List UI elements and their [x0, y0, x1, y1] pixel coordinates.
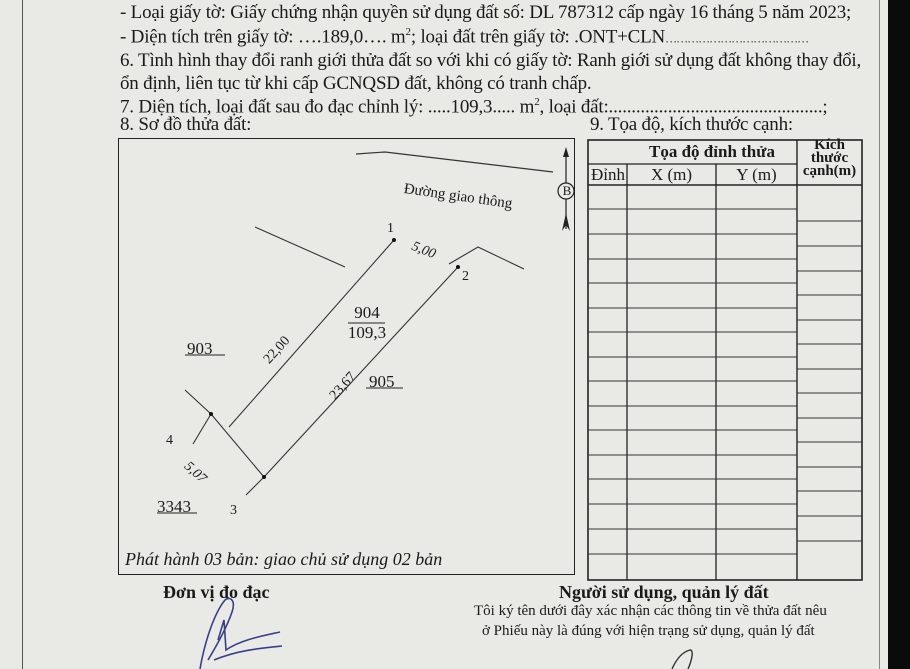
owner-confirmation-line1: Tôi ký tên dưới đây xác nhận các thông tin về thửa đất nêu — [474, 603, 827, 619]
north-label: B — [562, 183, 572, 198]
item7-area-suffix: ..... m — [492, 96, 535, 118]
header-edge-line1: Kích — [814, 137, 845, 153]
area-on-paper-line — [120, 26, 808, 48]
surveyor-signature-icon — [200, 599, 282, 669]
coordinate-table-grid — [587, 139, 867, 584]
header-edge-line2: thước — [810, 150, 849, 166]
road-label: Đường giao thông — [402, 181, 514, 213]
page-edge-line — [879, 0, 880, 669]
page-fold-line — [22, 0, 23, 669]
item7-land-type: , loại đất:...............................................; — [539, 96, 828, 118]
header-edge-length — [797, 139, 862, 178]
land-type-on-paper-value: ONT+CLN — [578, 26, 666, 48]
edge-length-3-4: 5,07 — [180, 459, 210, 487]
item7-area-value: 109,3 — [450, 96, 493, 118]
vertex-label-4: 4 — [166, 433, 173, 448]
parcel-sketch-frame — [118, 138, 575, 575]
owner-title: Người sử dụng, quản lý đất — [559, 582, 769, 602]
paper-type-line: - Loại giấy tờ: Giấy chứng nhận quyền sử dụng đất số: DL 787312 cấp ngày 16 tháng 5 năm 2023; — [120, 2, 852, 23]
column-header-y: Y (m) — [736, 165, 777, 184]
item9-label: 9. Tọa độ, kích thước cạnh: — [590, 114, 793, 135]
header-edge-line3: cạnh(m) — [802, 163, 857, 179]
land-type-dots: ………………………………… — [665, 31, 809, 46]
owner-confirmation-line2: ở Phiếu này là đúng với hiện trạng sử dụng, quản lý đất — [482, 623, 815, 639]
land-type-on-paper-prefix: ; loại đất trên giấy tờ: . — [410, 26, 579, 48]
item7-unit-sup: 2 — [534, 96, 540, 108]
sketch-caption: Phát hành 03 bản: giao chủ sử dụng 02 bản — [125, 549, 443, 569]
neighbor-parcel-905: 905 — [369, 372, 395, 391]
area-on-paper-prefix: - Diện tích trên giấy tờ: …. — [120, 26, 322, 48]
area-on-paper-suffix: …. m — [363, 26, 406, 48]
edge-length-2-3: 23,67 — [327, 369, 360, 404]
parcel-number: 904 — [354, 303, 380, 322]
neighbor-parcel-903: 903 — [187, 339, 213, 358]
column-header-vertex: Đỉnh — [591, 165, 625, 184]
item8-label: 8. Sơ đồ thửa đất: — [120, 114, 252, 135]
header-vertex-coordinates: Tọa độ đỉnh thửa — [649, 142, 775, 161]
vertex-label-2: 2 — [462, 269, 469, 284]
parcel-area: 109,3 — [347, 323, 387, 342]
item7-prefix: 7. Diện tích, loại đất sau đo đạc chỉnh lý: ..... — [120, 96, 451, 118]
vertex-label-3: 3 — [230, 503, 237, 518]
vertex-label-1: 1 — [387, 221, 394, 236]
edge-length-1-4: 22,00 — [261, 333, 294, 368]
column-header-x: X (m) — [650, 165, 693, 184]
edge-length-1-2: 5,00 — [409, 239, 438, 263]
area-unit-sup: 2 — [405, 26, 411, 38]
owner-signature-icon — [672, 650, 692, 669]
item6-line2: ổn định, liên tục từ khi cấp GCNQSD đất, không có tranh chấp. — [120, 73, 592, 94]
area-on-paper-value: 189,0 — [321, 26, 364, 48]
item6-line1: 6. Tình hình thay đổi ranh giới thửa đất so với khi có giấy tờ: Ranh giới sử dụng đất không thay đổi, — [120, 50, 862, 71]
neighbor-parcel-3343: 3343 — [157, 497, 191, 516]
surveyor-title: Đơn vị đo đạc — [163, 582, 270, 602]
